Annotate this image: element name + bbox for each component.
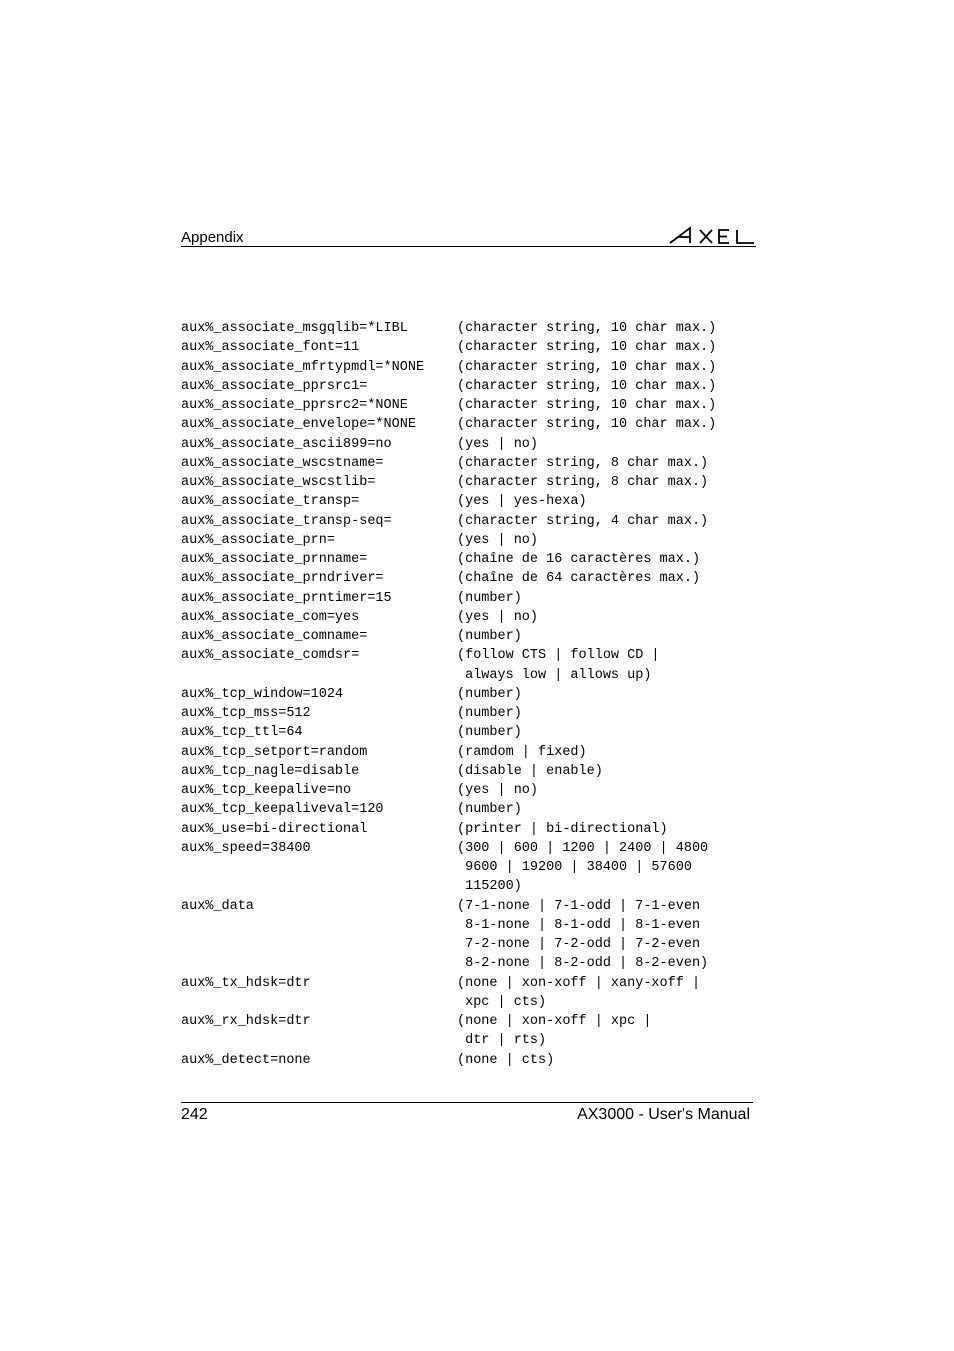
parameter-values: (7-1-none | 7-1-odd | 7-1-even bbox=[457, 898, 701, 914]
parameter-values: (character string, 8 char max.) bbox=[457, 475, 709, 490]
parameter-values: (character string, 10 char max.) bbox=[457, 321, 717, 336]
parameter-name: aux%_associate_transp-seq= bbox=[181, 513, 392, 529]
parameter-row bbox=[181, 974, 756, 993]
parameter-values: (follow CTS | follow CD | bbox=[457, 648, 660, 664]
parameter-values: (number) bbox=[457, 725, 522, 741]
parameter-row bbox=[181, 319, 756, 338]
parameter-row bbox=[181, 1031, 756, 1050]
parameter-name: aux%_associate_prndriver= bbox=[181, 571, 384, 587]
parameter-values: (character string, 10 char max.) bbox=[457, 417, 717, 433]
parameter-values: (chaîne de 16 caractères max.) bbox=[457, 552, 701, 567]
parameter-name: aux%_associate_mfrtypmdl=*NONE bbox=[181, 359, 425, 375]
parameter-values: xpc | cts) bbox=[457, 994, 547, 1010]
parameter-row bbox=[181, 435, 756, 454]
parameter-name: aux%_rx_hdsk=dtr bbox=[181, 1014, 311, 1029]
manual-title: AX3000 - User's Manual bbox=[577, 1106, 750, 1123]
parameter-values: 8-1-none | 8-1-odd | 8-1-even bbox=[457, 917, 701, 933]
parameter-values: (number) bbox=[457, 706, 522, 721]
parameter-name: aux%_tcp_nagle=disable bbox=[181, 763, 360, 779]
parameter-row bbox=[181, 820, 756, 839]
parameter-row bbox=[181, 396, 756, 415]
parameter-row bbox=[181, 916, 756, 935]
parameter-values: (yes | no) bbox=[457, 783, 539, 798]
page-header bbox=[181, 226, 756, 247]
parameter-name: aux%_tcp_mss=512 bbox=[181, 706, 311, 721]
parameter-row bbox=[181, 781, 756, 800]
parameter-name: aux%_associate_envelope=*NONE bbox=[181, 417, 416, 433]
parameter-values: (chaîne de 64 caractères max.) bbox=[457, 571, 701, 587]
parameter-name: aux%_associate_transp= bbox=[181, 494, 360, 510]
parameter-list bbox=[181, 319, 756, 1070]
parameter-row bbox=[181, 608, 756, 627]
parameter-name: aux%_associate_comname= bbox=[181, 629, 368, 644]
parameter-values: (character string, 10 char max.) bbox=[457, 359, 717, 375]
parameter-row bbox=[181, 723, 756, 742]
parameter-values: (number) bbox=[457, 629, 522, 644]
parameter-name: aux%_associate_prntimer=15 bbox=[181, 590, 392, 606]
parameter-values: 115200) bbox=[457, 879, 522, 895]
parameter-values: (300 | 600 | 1200 | 2400 | 4800 bbox=[457, 840, 709, 856]
parameter-values: (character string, 8 char max.) bbox=[457, 455, 709, 471]
parameter-name: aux%_associate_comdsr= bbox=[181, 648, 360, 664]
parameter-name: aux%_detect=none bbox=[181, 1052, 311, 1068]
parameter-values: 9600 | 19200 | 38400 | 57600 bbox=[457, 860, 692, 875]
parameter-values: (none | cts) bbox=[457, 1052, 555, 1068]
parameter-name: aux%_speed=38400 bbox=[181, 840, 311, 856]
parameter-row bbox=[181, 666, 756, 685]
parameter-values: (number) bbox=[457, 590, 522, 606]
parameter-row bbox=[181, 954, 756, 973]
parameter-values: 7-2-none | 7-2-odd | 7-2-even bbox=[457, 937, 701, 952]
parameter-name: aux%_tcp_ttl=64 bbox=[181, 725, 303, 741]
parameter-values: (yes | no) bbox=[457, 609, 539, 625]
parameter-row bbox=[181, 589, 756, 608]
parameter-name: aux%_associate_prn= bbox=[181, 532, 335, 548]
parameter-row bbox=[181, 704, 756, 723]
parameter-row bbox=[181, 377, 756, 396]
parameter-name: aux%_data bbox=[181, 898, 254, 914]
parameter-values: (ramdom | fixed) bbox=[457, 744, 587, 760]
parameter-row bbox=[181, 627, 756, 646]
parameter-values: (none | xon-xoff | xany-xoff | bbox=[457, 975, 701, 991]
parameter-row bbox=[181, 569, 756, 588]
parameter-row bbox=[181, 531, 756, 550]
parameter-row bbox=[181, 877, 756, 896]
parameter-row bbox=[181, 935, 756, 954]
parameter-name: aux%_tcp_keepaliveval=120 bbox=[181, 802, 384, 818]
parameter-name: aux%_tcp_keepalive=no bbox=[181, 783, 352, 798]
parameter-row bbox=[181, 512, 756, 531]
parameter-values: (disable | enable) bbox=[457, 763, 603, 779]
parameter-row bbox=[181, 762, 756, 781]
parameter-row bbox=[181, 800, 756, 819]
parameter-values: (character string, 10 char max.) bbox=[457, 378, 717, 394]
parameter-name: aux%_use=bi-directional bbox=[181, 821, 368, 837]
parameter-row bbox=[181, 858, 756, 877]
parameter-row bbox=[181, 839, 756, 858]
parameter-values: (character string, 10 char max.) bbox=[457, 398, 717, 413]
parameter-name: aux%_associate_font=11 bbox=[181, 340, 360, 356]
parameter-name: aux%_associate_pprsrc1= bbox=[181, 378, 368, 394]
parameter-row bbox=[181, 415, 756, 434]
parameter-name: aux%_tcp_window=1024 bbox=[181, 686, 344, 702]
parameter-name: aux%_associate_msgqlib=*LIBL bbox=[181, 321, 408, 336]
parameter-row bbox=[181, 473, 756, 492]
parameter-name: aux%_tcp_setport=random bbox=[181, 744, 368, 760]
parameter-values: (number) bbox=[457, 802, 522, 818]
section-title: Appendix bbox=[181, 229, 244, 246]
parameter-row bbox=[181, 993, 756, 1012]
parameter-row bbox=[181, 646, 756, 665]
parameter-row bbox=[181, 685, 756, 704]
axel-logo bbox=[668, 226, 756, 245]
page-number: 242 bbox=[181, 1106, 208, 1123]
parameter-row bbox=[181, 897, 756, 916]
parameter-name: aux%_tx_hdsk=dtr bbox=[181, 975, 311, 991]
parameter-values: dtr | rts) bbox=[457, 1033, 547, 1049]
parameter-values: (printer | bi-directional) bbox=[457, 821, 668, 837]
parameter-name: aux%_associate_ascii899=no bbox=[181, 436, 392, 452]
parameter-name: aux%_associate_wscstname= bbox=[181, 455, 384, 471]
parameter-values: (yes | no) bbox=[457, 436, 539, 452]
parameter-values: (number) bbox=[457, 686, 522, 702]
parameter-row bbox=[181, 743, 756, 762]
parameter-name: aux%_associate_com=yes bbox=[181, 609, 360, 625]
parameter-values: always low | allows up) bbox=[457, 667, 652, 683]
parameter-row bbox=[181, 338, 756, 357]
parameter-values: (yes | no) bbox=[457, 532, 539, 548]
parameter-name: aux%_associate_pprsrc2=*NONE bbox=[181, 398, 408, 413]
parameter-values: (character string, 10 char max.) bbox=[457, 340, 717, 356]
parameter-values: (character string, 4 char max.) bbox=[457, 513, 709, 529]
parameter-row bbox=[181, 358, 756, 377]
parameter-row bbox=[181, 550, 756, 569]
parameter-name: aux%_associate_wscstlib= bbox=[181, 475, 376, 490]
parameter-values: (none | xon-xoff | xpc | bbox=[457, 1014, 652, 1029]
parameter-name: aux%_associate_prnname= bbox=[181, 552, 368, 567]
parameter-row bbox=[181, 492, 756, 511]
page-footer bbox=[181, 1102, 753, 1127]
parameter-row bbox=[181, 454, 756, 473]
parameter-values: (yes | yes-hexa) bbox=[457, 494, 587, 510]
parameter-row bbox=[181, 1051, 756, 1070]
parameter-row bbox=[181, 1012, 756, 1031]
parameter-values: 8-2-none | 8-2-odd | 8-2-even) bbox=[457, 956, 709, 972]
